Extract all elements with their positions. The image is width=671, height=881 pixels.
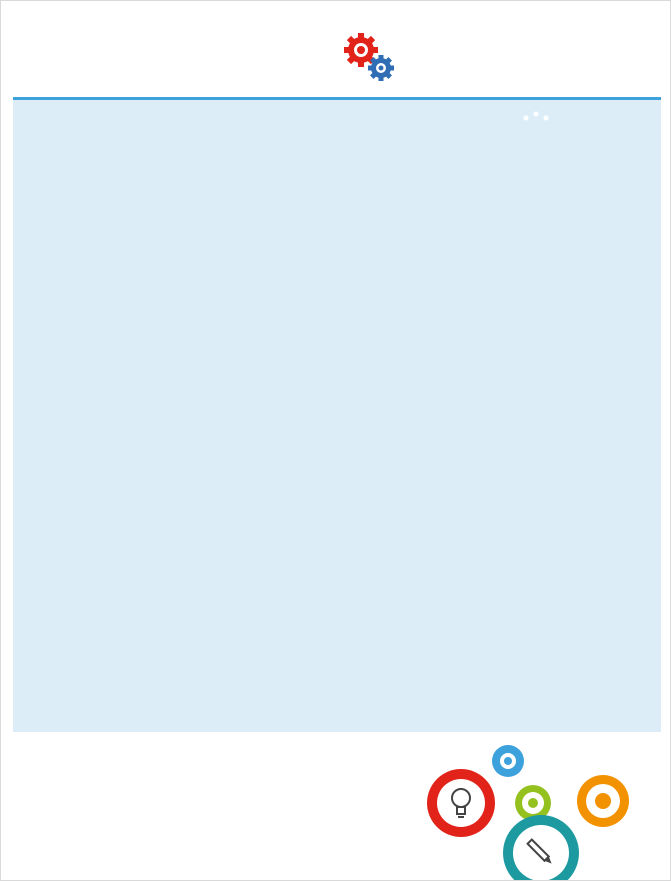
gears-illustration-icon <box>413 743 663 881</box>
header-band <box>13 27 661 95</box>
drops-decoration-icon <box>522 108 552 124</box>
top-decorative-stripes <box>1 1 671 27</box>
contents-panel <box>13 97 661 732</box>
gears-icon <box>341 30 401 86</box>
